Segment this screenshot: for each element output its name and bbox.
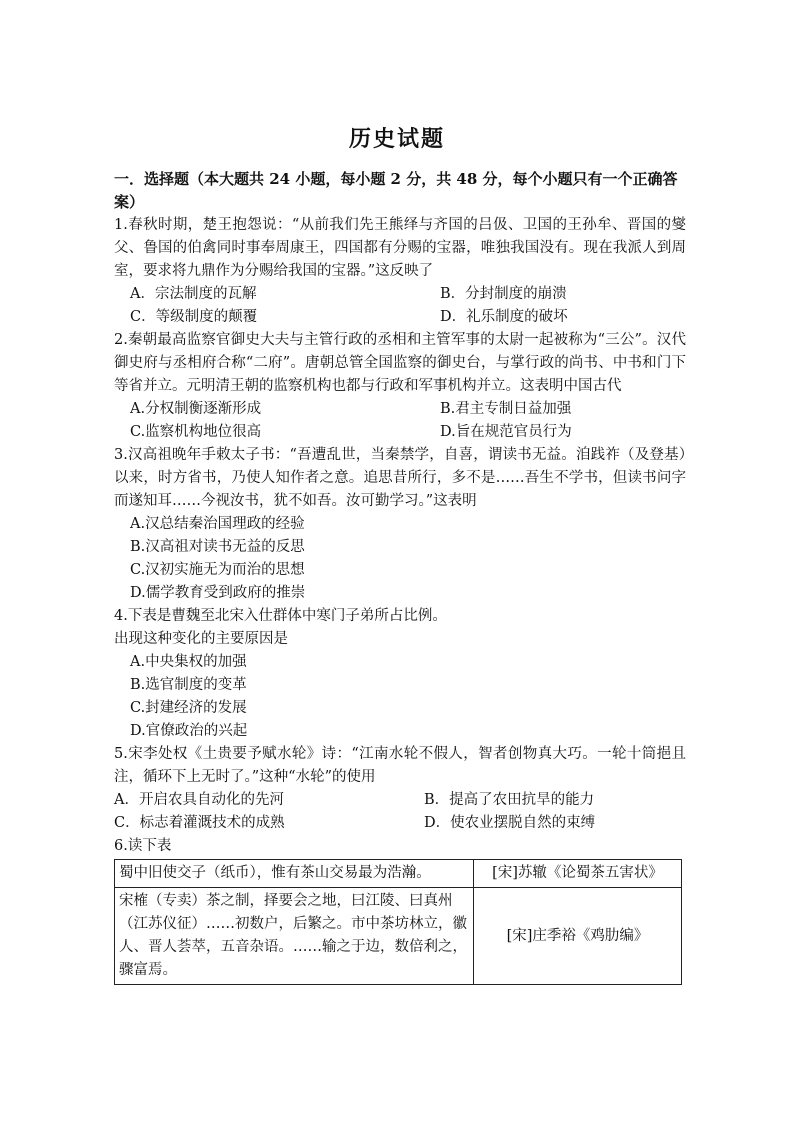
option-b: B．分封制度的崩溃 (440, 286, 567, 302)
section-heading: 一．选择题（本大题共 24 小题，每小题 2 分，共 48 分，每个小题只有一个正确答案） (114, 170, 678, 211)
option-c: C．标志着灌溉技术的成熟 (114, 815, 285, 831)
table-cell-text: 宋榷（专卖）茶之制，择要会之地，曰江陵、曰真州（江苏仪征）……初数户，后繁之。市中茶坊林立，徽人、晋人荟萃，五音杂语。……输之于边，数倍利之，骤富焉。 (115, 888, 474, 985)
question-2 (114, 329, 686, 444)
question-5 (114, 743, 686, 835)
option-a: A．宗法制度的瓦解 (130, 286, 257, 302)
option-c: C.监察机构地位很高 (130, 424, 262, 440)
option-a: A.汉总结秦治国理政的经验 (130, 516, 305, 532)
source-table (114, 859, 682, 985)
question-stem-continued: 出现这种变化的主要原因是 (114, 631, 288, 647)
page-title: 历史试题 (348, 126, 445, 152)
table-row (115, 888, 682, 985)
question-stem: 6.读下表 (114, 838, 172, 854)
option-b: B.选官制度的变革 (130, 677, 247, 693)
option-b: B．提高了农田抗旱的能力 (424, 792, 595, 808)
options (114, 398, 686, 444)
question-stem: 4.下表是曹魏至北宋入仕群体中寒门子弟所占比例。 (114, 608, 447, 624)
option-b: B.汉高祖对读书无益的反思 (130, 539, 305, 555)
question-6 (114, 835, 686, 985)
question-stem: 1.春秋时期，楚王抱怨说：“从前我们先王熊绎与齐国的吕伋、卫国的王孙牟、晋国的燮父、鲁国的伯禽同时事奉周康王，四国都有分赐的宝器，唯独我国没有。现在我派人到周室，要求将九鼎作为分赐给我国的宝器。”这反映了 (114, 217, 686, 279)
table-row (115, 860, 682, 888)
question-stem: 3.汉高祖晚年手敕太子书：“吾遭乱世，当秦禁学，自喜，谓读书无益。洎践祚（及登基）以来，时方省书，乃使人知作者之意。追思昔所行，多不是……吾生不学书，但读书问字而遂知耳……今视汝书，犹不如吾。汝可勤学习。”这表明 (114, 447, 686, 509)
question-stem: 2.秦朝最高监察官御史大夫与主管行政的丞相和主管军事的太尉一起被称为“三公”。汉代御史府与丞相府合称“二府”。唐朝总管全国监察的御史台，与掌行政的尚书、中书和门下等省并立。元明清王朝的监察机构也都与行政和军事机构并立。这表明中国古代 (114, 332, 686, 394)
option-c: C.封建经济的发展 (130, 700, 247, 716)
exam-content (114, 168, 686, 985)
table-cell-source: [宋]苏辙《论蜀茶五害状》 (474, 860, 682, 888)
options (114, 283, 686, 329)
question-stem: 5.宋李处权《土贵要予赋水轮》诗：“江南水轮不假人，智者创物真大巧。一轮十筒挹且注，循环下上无时了。”这种“水轮”的使用 (114, 746, 686, 785)
option-d: D．使农业摆脱自然的束缚 (424, 815, 596, 831)
table-cell-source: [宋]庄季裕《鸡肋编》 (474, 888, 682, 985)
option-a: A.中央集权的加强 (130, 654, 247, 670)
option-c: C.汉初实施无为而治的思想 (130, 562, 305, 578)
question-4 (114, 605, 686, 743)
option-d: D．礼乐制度的破坏 (440, 309, 568, 325)
option-c: C．等级制度的颠覆 (130, 309, 258, 325)
option-a: A．开启农具自动化的先河 (114, 792, 284, 808)
option-d: D.儒学教育受到政府的推崇 (130, 585, 306, 601)
question-1 (114, 214, 686, 329)
option-d: D.官僚政治的兴起 (130, 723, 248, 739)
question-3 (114, 444, 686, 605)
table-cell-text: 蜀中旧使交子（纸币），惟有茶山交易最为浩瀚。 (115, 860, 474, 888)
option-a: A.分权制衡逐渐形成 (130, 401, 262, 417)
option-b: B.君主专制日益加强 (440, 401, 572, 417)
options (114, 789, 686, 835)
option-d: D.旨在规范官员行为 (440, 424, 572, 440)
